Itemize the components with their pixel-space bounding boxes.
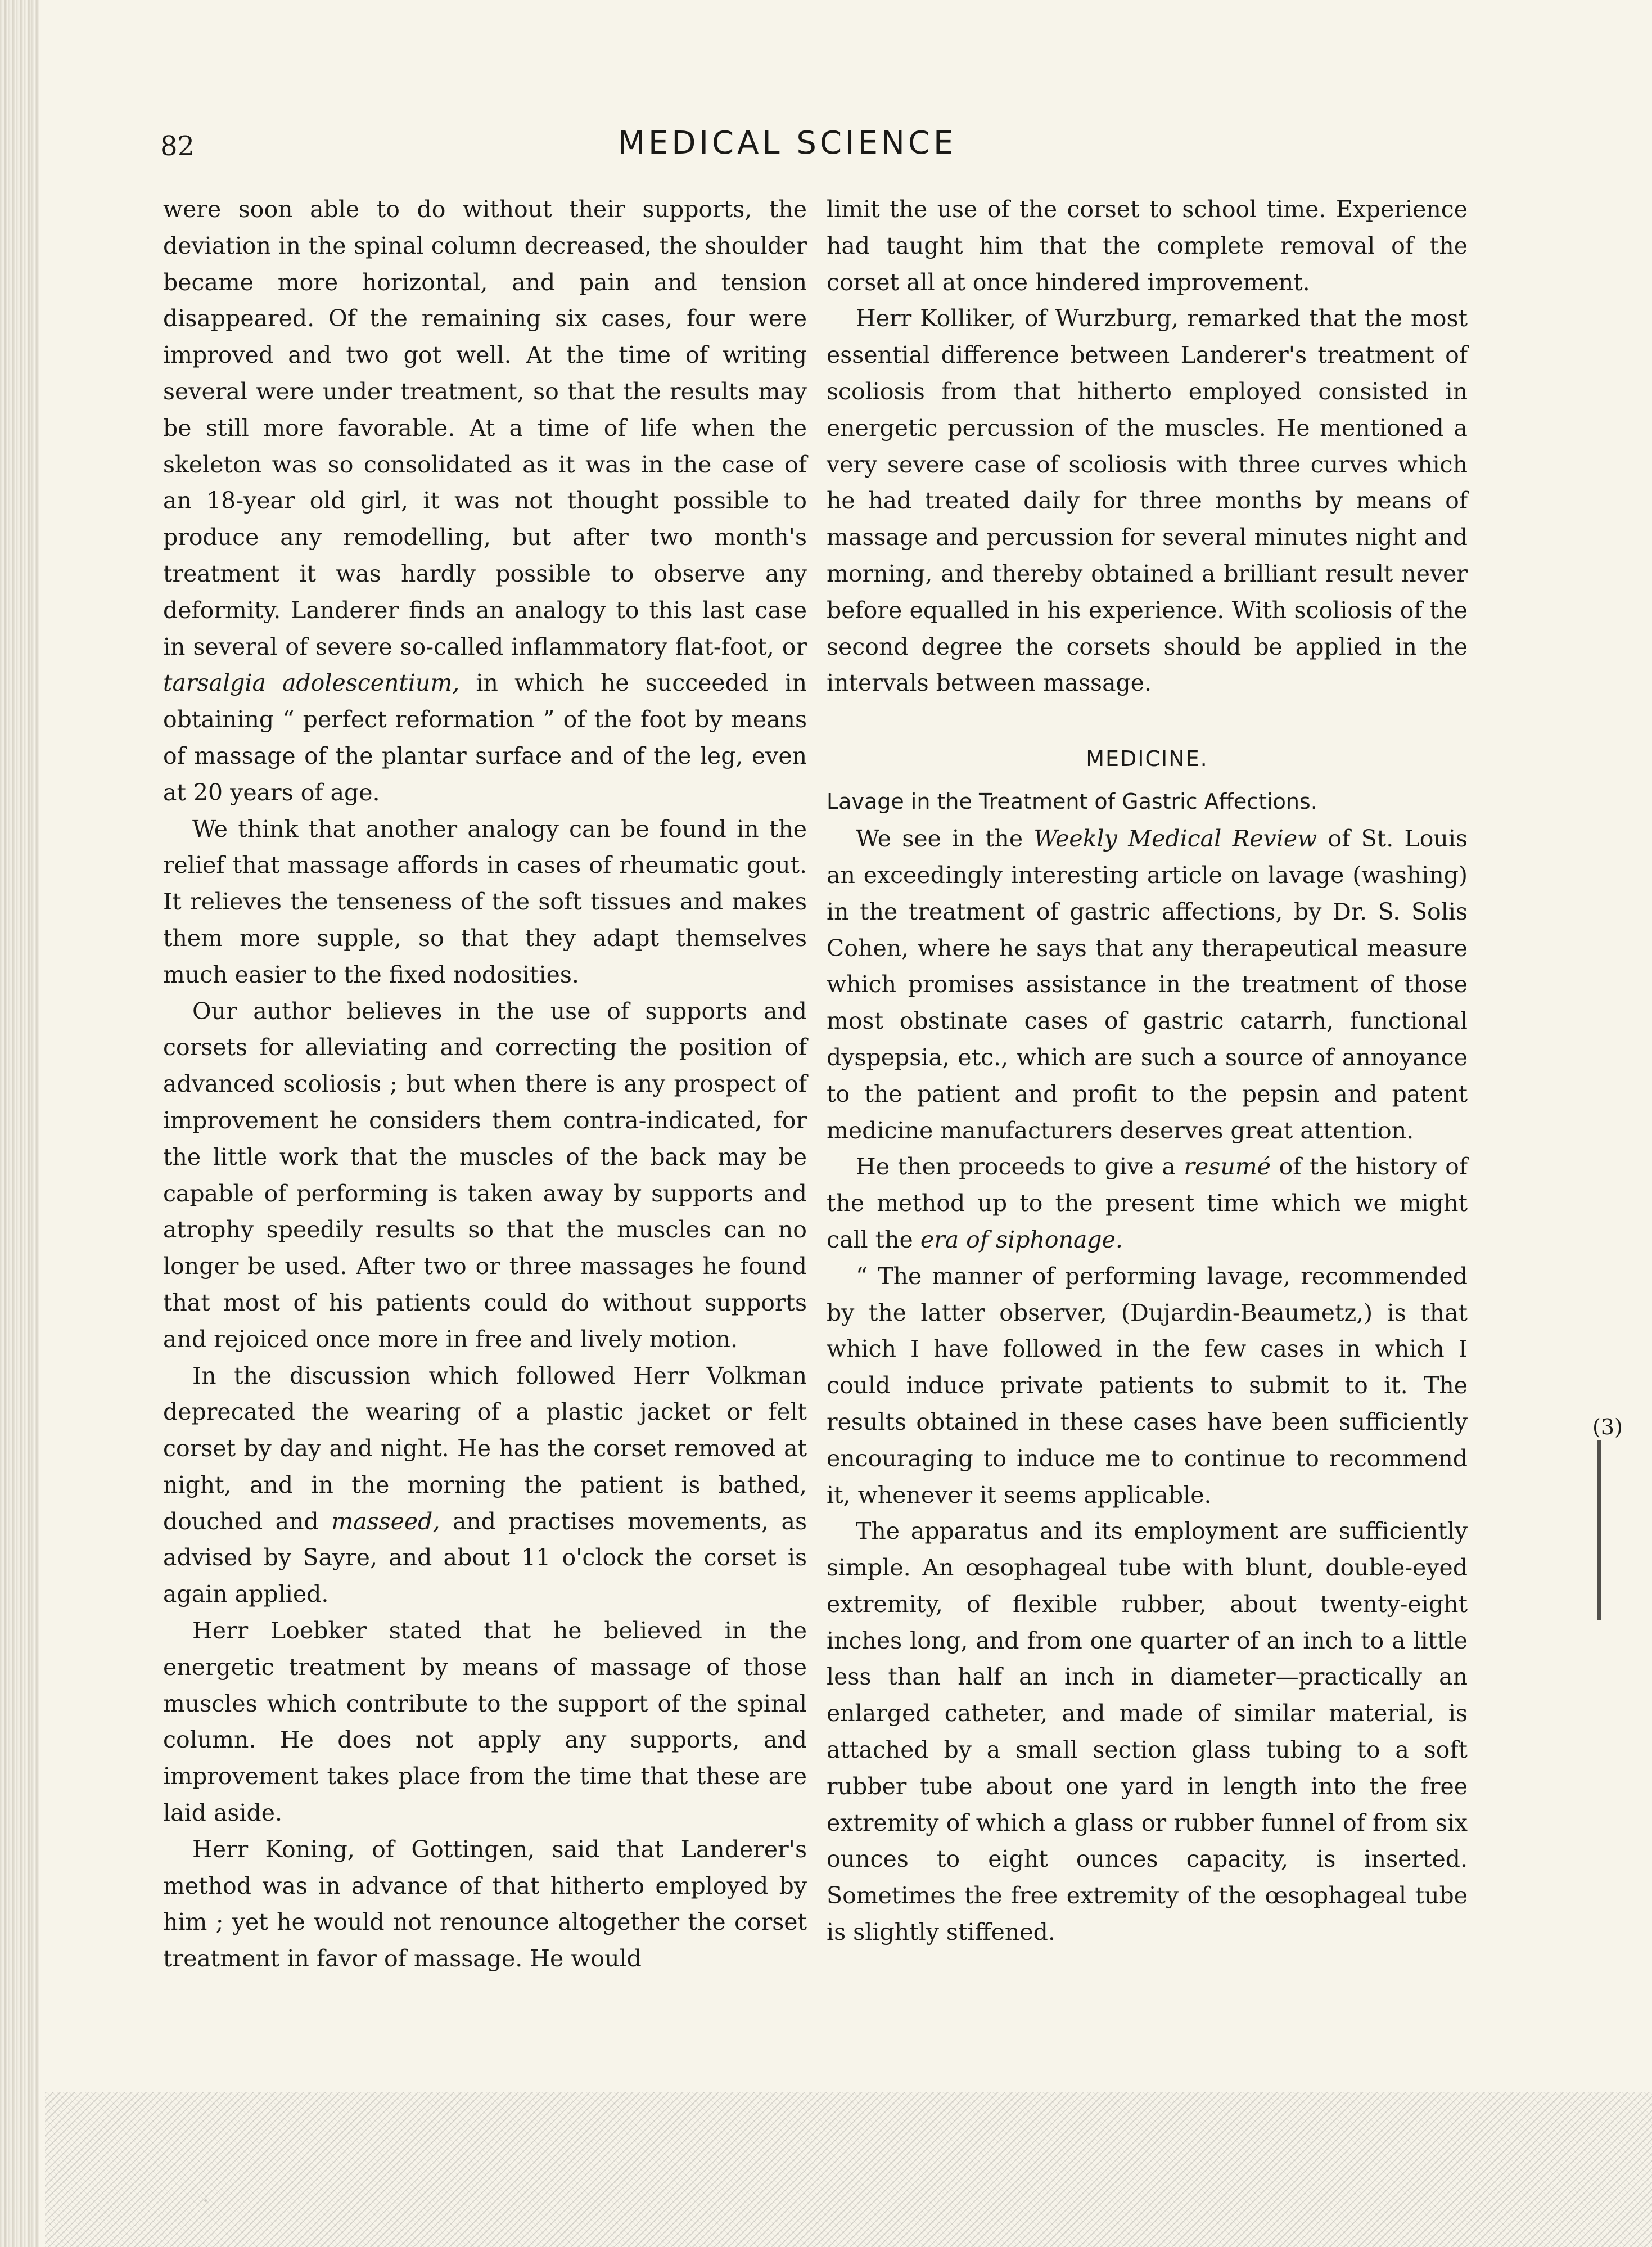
italic-term: masseed, bbox=[331, 1507, 440, 1535]
italic-journal-title: Weekly Medical Review bbox=[1033, 825, 1317, 853]
text-span: of St. Louis an exceedingly interesting article on lavage (washing) in the treatment of gastric affections, by Dr. S. Solis Cohen, where he says that any therapeutical measure which promises assistance in the treatment of those most obstinate cases of gastric catarrh, functional dyspepsia, etc., which are such a source of annoyance to the patient and profit to the pepsin and patent medicine manufacturers deserves great attention. bbox=[827, 825, 1468, 1144]
text-span: We see in the bbox=[856, 825, 1034, 853]
right-column bbox=[827, 191, 1468, 1951]
right-paragraph-1: limit the use of the corset to school time. Experience had taught him that the complete removal of the corset all at once hindered improvement. bbox=[827, 196, 1468, 296]
right-paragraph-6: The apparatus and its employment are sufficiently simple. An œsophageal tube with blunt, double-eyed extremity, of flexible rubber, about twenty-eight inches long, and from one quarter of an inch to a little less than half an inch in diameter—practically an enlarged catheter, and made of similar material, is attached by a small section glass tubing to a soft rubber tube about one yard in length into the free extremity of which a glass or rubber funnel of from six ounces to eight ounces capacity, is inserted. Sometimes the free extremity of the œsophageal tube is slightly stiffened. bbox=[827, 1517, 1468, 1946]
italic-term: resumé bbox=[1184, 1153, 1271, 1181]
text-span: of the history of the method up to the present time which we might call the bbox=[827, 1153, 1468, 1253]
scan-noise bbox=[45, 2092, 1652, 2247]
text-span: In the discussion which followed Herr Volkman deprecated the wearing of a plastic jacket or felt corset by day and night. He has the corset removed at night, and in the morning the patient is bathed, douched and bbox=[163, 1362, 807, 1535]
page-number: 82 bbox=[160, 130, 195, 162]
text-span: in which he succeeded in obtaining “ perfect reformation ” of the foot by means of massage of the plantar surface and of the leg, even at 20 years of age. bbox=[163, 669, 807, 806]
right-paragraph-5: “ The manner of performing lavage, recommended by the latter observer, (Dujardin-Beaumetz,) is that which I have followed in the few cases in which I could induce private patients to submit to it. The results obtained in these cases have been sufficiently encouraging to induce me to continue to recommend it, whenever it seems applicable. bbox=[827, 1262, 1468, 1508]
left-paragraph-5: Herr Loebker stated that he believed in the energetic treatment by means of massage of those muscles which contribute to the support of the spinal column. He does not apply any supports, and improvement takes place from the time that these are laid aside. bbox=[163, 1617, 807, 1827]
left-paragraph-4 bbox=[163, 1358, 807, 1613]
left-column bbox=[163, 191, 807, 1977]
left-paragraph-1 bbox=[163, 191, 807, 811]
left-paragraph-6: Herr Koning, of Gottingen, said that Landerer's method was in advance of that hitherto employed by him ; yet he would not renounce altogether the corset treatment in favor of massage. He would bbox=[163, 1835, 807, 1973]
section-title: MEDICINE. bbox=[1086, 746, 1208, 772]
binding-edge bbox=[0, 0, 39, 2247]
text-span: and practises movements, as advised by Sayre, and about 11 o'clock the corset is again applied. bbox=[163, 1507, 807, 1608]
margin-mark bbox=[1594, 1440, 1604, 1620]
right-paragraph-2: Herr Kolliker, of Wurzburg, remarked that the most essential difference between Landerer's treatment of scoliosis from that hitherto employed consisted in energetic percussion of the muscles. He mentioned a very severe case of scoliosis with three curves which he had treated daily for three months by means of massage and percussion for several minutes night and morning, and thereby obtained a brilliant result never before equalled in his experience. With scoliosis of the second degree the corsets should be applied in the intervals between massage. bbox=[827, 305, 1468, 697]
text-span: were soon able to do without their supports, the deviation in the spinal column decreased, the shoulder became more horizontal, and pain and tension disappeared. Of the remaining six cases, four were improved and two got well. At the time of writing several were under treatment, so that the results may be still more favorable. At a time of life when the skeleton was so consolidated as it was in the case of an 18-year old girl, it was not thought possible to produce any remodelling, but after two month's treatment it was hardly possible to observe any deformity. Landerer finds an analogy to this last case in several of severe so-called inflammatory flat-foot, or bbox=[163, 196, 807, 660]
right-paragraph-3 bbox=[827, 821, 1468, 1149]
italic-term: tarsalgia adolescentium, bbox=[163, 669, 460, 697]
running-head: MEDICAL SCIENCE bbox=[617, 125, 957, 161]
article-title: Lavage in the Treatment of Gastric Affections. bbox=[827, 789, 1317, 814]
right-paragraph-4 bbox=[827, 1149, 1468, 1258]
left-paragraph-3: Our author believes in the use of supports and corsets for alleviating and correcting the position of advanced scoliosis ; but when there is any prospect of improvement he considers them contra-indicated, for the little work that the muscles of the back may be capable of performing is taken away by supports and atrophy speedily results so that the muscles can no longer be used. After two or three massages he found that most of his patients could do without supports and rejoiced once more in free and lively motion. bbox=[163, 997, 807, 1353]
margin-mark-label: (3) bbox=[1592, 1415, 1623, 1439]
text-span: He then proceeds to give a bbox=[856, 1153, 1184, 1181]
left-paragraph-2: We think that another analogy can be found in the relief that massage affords in cases of rheumatic gout. It relieves the tenseness of the soft tissues and makes them more supple, so that they adapt themselves much easier to the fixed nodosities. bbox=[163, 815, 807, 988]
italic-term: era of siphonage. bbox=[920, 1226, 1123, 1253]
